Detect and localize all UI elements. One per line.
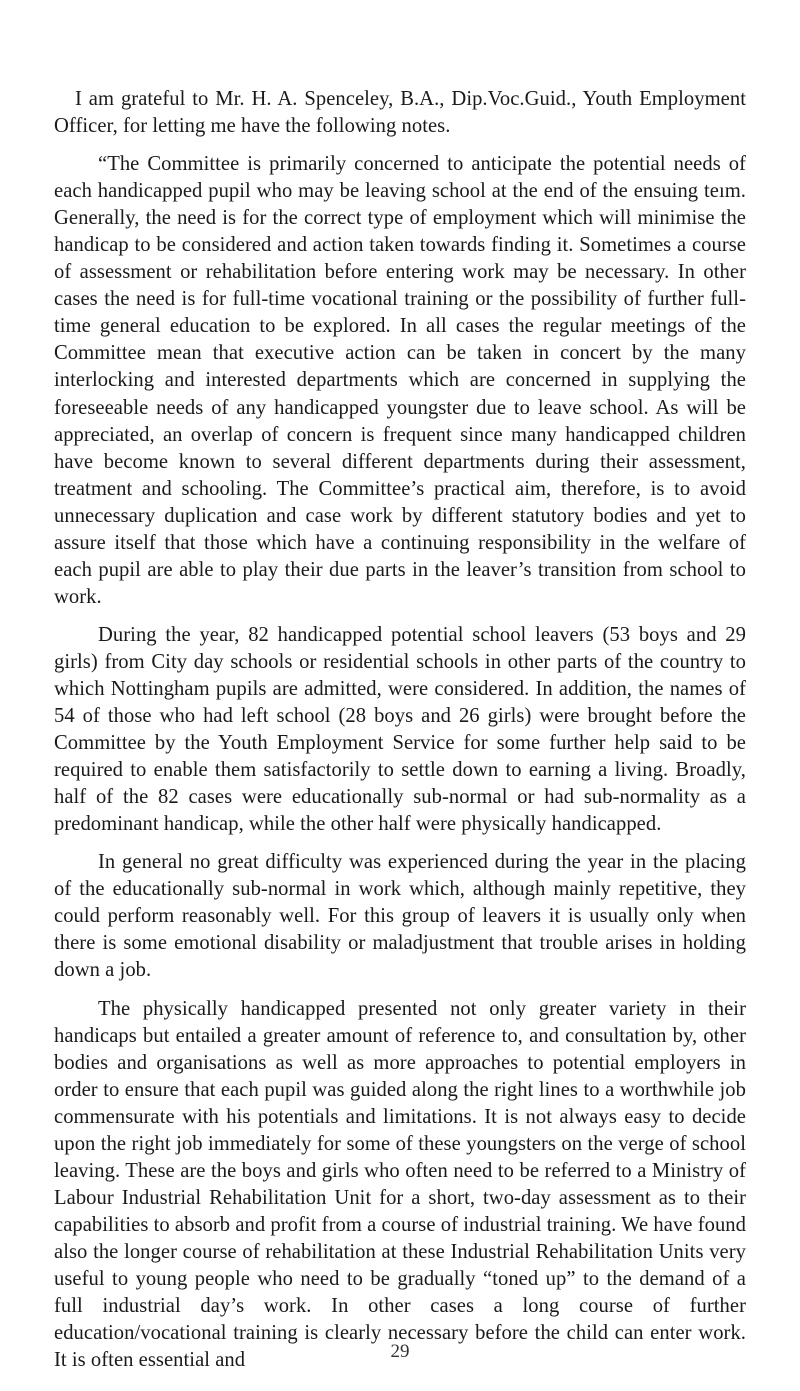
paragraph-committee-concern: “The Committee is primarily concerned to anticipate the potential needs of each handicapped pupil who may be leaving school at the end of the ensuing teım. Generally, the need is for the correct type of employment which will minimise the handicap to be considered and action taken towards finding it. Sometimes a course of assessment or rehabilitation before entering work may be necessary. In other cases the need is for full-time vocational training or the possibility of further full-time general education to be explored. In all cases the regular meetings of the Committee mean that executive action can be taken in concert by the many interlocking and interested departments which are concerned in supplying the foreseeable needs of any handicapped youngster due to leave school. As will be appreciated, an overlap of concern is frequent since many handicapped children have become known to several different departments during their assessment, treatment and schooling. The Committee’s practical aim, therefore, is to avoid unnecessary duplication and case work by different statutory bodies and yet to assure itself that those which have a continuing responsibility in the welfare of each pupil are able to play their due parts in the leaver’s transition from school to work. bbox=[54, 153, 746, 608]
paragraph-educationally-subnormal: In general no great difficulty was experienced during the year in the placing of the educationally sub-normal in work which, although mainly repetitive, they could perform reasonably well. For this group of leavers it is usually only when there is some emotional disability or maladjustment that trouble arises in holding down a job. bbox=[54, 851, 746, 982]
document-page bbox=[54, 86, 746, 1385]
paragraph-school-leavers: During the year, 82 handicapped potential school leavers (53 boys and 29 girls) from City day schools or residential schools in other parts of the country to which Nottingham pupils are admitted, were considered. In addition, the names of 54 of those who had left school (28 boys and 26 girls) were brought before the Committee by the Youth Employment Service for some further help said to be required to enable them satisfactorily to settle down to earning a living. Broadly, half of the 82 cases were educationally sub-normal or had sub-normality as a predominant handicap, while the other half were physically handicapped. bbox=[54, 623, 746, 836]
page-number: 29 bbox=[390, 1341, 410, 1362]
paragraph-physically-handicapped: The physically handicapped presented not only greater variety in their handicaps but entailed a greater amount of reference to, and consultation by, other bodies and organisations as well as more approaches to potential employers in order to ensure that each pupil was guided along the right lines to a worthwhile job commensurate with his potentials and limitations. It is not always easy to decide upon the right job immediately for some of these youngsters on the verge of school leaving. These are the boys and girls who often need to be referred to a Ministry of Labour Industrial Rehabilitation Unit for a short, two-day assessment as to their capabilities to absorb and profit from a course of industrial training. We have found also the longer course of rehabilitation at these Industrial Rehabilitation Units very useful to young people who need to be gradually “toned up” to the demand of a full industrial day’s work. In other cases a long course of further education/vocational training is clearly necessary before the child can enter work. It is often essential and bbox=[54, 997, 746, 1372]
paragraph-intro: I am grateful to Mr. H. A. Spenceley, B.A., Dip.Voc.Guid., Youth Employment Officer, for letting me have the following notes. bbox=[54, 88, 746, 138]
